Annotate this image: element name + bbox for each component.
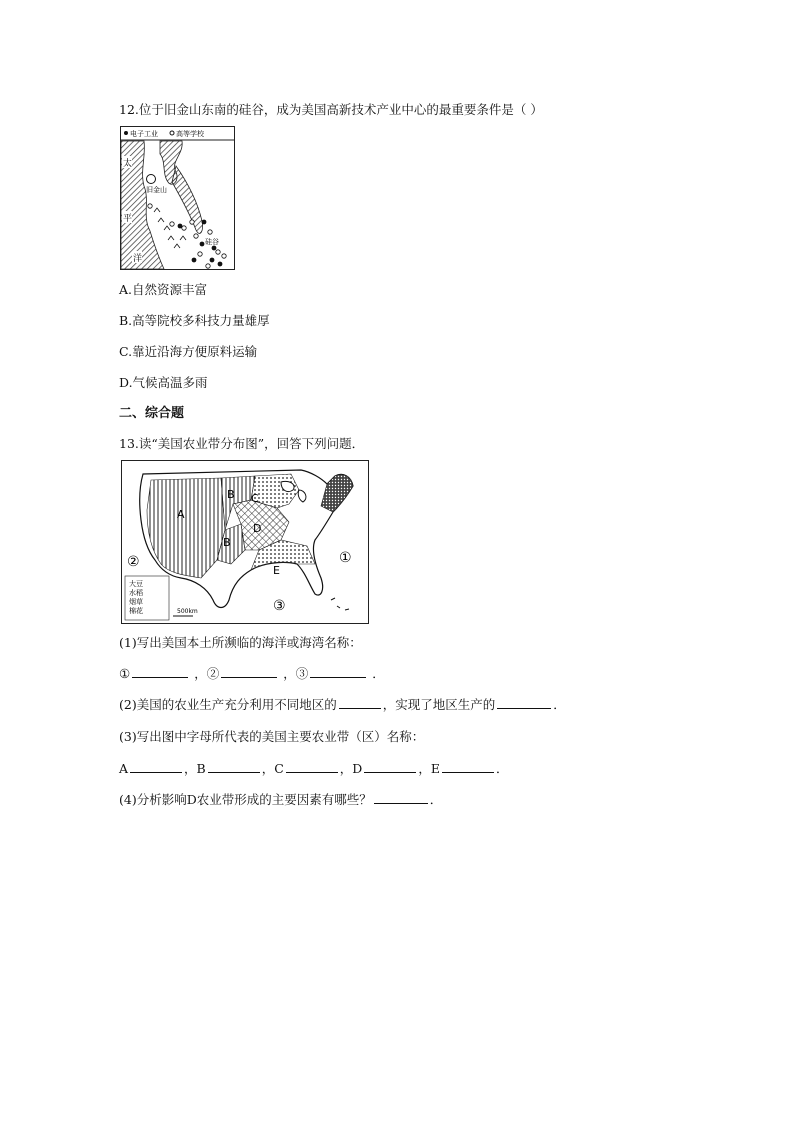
num-2: ② bbox=[127, 554, 140, 570]
letter-e: E bbox=[273, 564, 280, 577]
q13-part1-blanks bbox=[119, 665, 385, 682]
q12-option-c: C.靠近沿海方便原料运输 bbox=[119, 344, 258, 359]
legend-tobacco: 烟草 bbox=[129, 598, 143, 606]
label-ping: 平 bbox=[123, 214, 133, 224]
answer-blank-3[interactable] bbox=[310, 665, 366, 678]
p2-text-b: ，实现了地区生产的 bbox=[382, 697, 496, 712]
usa-agriculture-map bbox=[121, 460, 369, 624]
label-tai: 太 bbox=[123, 159, 133, 169]
san-francisco-marker bbox=[147, 175, 156, 184]
silicon-valley-map bbox=[120, 126, 235, 270]
p1-label-3: ，③ bbox=[283, 666, 309, 681]
q13-part3-blanks bbox=[119, 760, 508, 777]
p1-end: ． bbox=[372, 666, 385, 681]
q12-stem: 12.位于旧金山东南的硅谷，成为美国高新技术产业中心的最重要条件是（ ） bbox=[119, 102, 543, 117]
p3-label-a: A bbox=[119, 761, 129, 776]
legend-soybean: 大豆 bbox=[129, 580, 143, 588]
p3-label-b: ，B bbox=[184, 761, 206, 776]
answer-blank-d[interactable] bbox=[364, 760, 416, 773]
answer-blank-p2-2[interactable] bbox=[497, 696, 551, 709]
letter-c: C bbox=[251, 492, 259, 505]
answer-blank-1[interactable] bbox=[132, 665, 188, 678]
p4-end: ． bbox=[429, 792, 443, 807]
p3-end: ． bbox=[495, 761, 509, 776]
letter-a: A bbox=[177, 508, 185, 521]
answer-blank-2[interactable] bbox=[221, 665, 277, 678]
section-title: 二、综合题 bbox=[119, 406, 185, 421]
answer-blank-e[interactable] bbox=[442, 760, 494, 773]
q13-stem: 13.读“美国农业带分布图”，回答下列问题． bbox=[119, 436, 365, 451]
answer-blank-a[interactable] bbox=[130, 760, 182, 773]
label-yang: 洋 bbox=[133, 254, 143, 264]
legend-cotton: 棉花 bbox=[129, 607, 143, 615]
q13-part3: (3)写出图中字母所代表的美国主要农业带（区）名称： bbox=[119, 729, 425, 744]
p2-text-a: (2)美国的农业生产充分利用不同地区的 bbox=[119, 697, 337, 712]
label-siliconvalley: 硅谷 bbox=[205, 238, 219, 246]
p3-label-d: ，D bbox=[339, 761, 363, 776]
answer-blank-p4[interactable] bbox=[374, 791, 428, 804]
num-3: ③ bbox=[273, 598, 286, 614]
letter-b-north: B bbox=[227, 488, 235, 501]
p4-text: (4)分析影响D农业带形成的主要因素有哪些？ bbox=[119, 792, 372, 807]
q13-part2 bbox=[119, 696, 566, 713]
q13-part4 bbox=[119, 791, 442, 808]
legend-rice: 水稻 bbox=[129, 589, 143, 597]
q12-option-d: D.气候高温多雨 bbox=[119, 375, 208, 390]
p2-end: ． bbox=[553, 697, 566, 712]
q12-option-b: B.高等院校多科技力量雄厚 bbox=[119, 313, 270, 328]
label-sf: 旧金山 bbox=[146, 186, 167, 194]
p3-label-e: ，E bbox=[418, 761, 440, 776]
legend-university: 高等学校 bbox=[176, 130, 204, 138]
scale-label: 500km bbox=[177, 608, 198, 615]
legend-electronics: 电子工业 bbox=[130, 130, 158, 138]
electronics-legend-icon bbox=[124, 131, 128, 135]
letter-d: D bbox=[253, 522, 262, 535]
university-legend-icon bbox=[170, 131, 174, 135]
p3-label-c: ，C bbox=[261, 761, 284, 776]
num-1: ① bbox=[339, 550, 352, 566]
answer-blank-p2-1[interactable] bbox=[339, 696, 381, 709]
answer-blank-b[interactable] bbox=[208, 760, 260, 773]
p1-label-1: ① bbox=[119, 666, 131, 681]
q12-option-a: A.自然资源丰富 bbox=[119, 282, 208, 297]
answer-blank-c[interactable] bbox=[286, 760, 338, 773]
q13-part1: (1)写出美国本土所濒临的海洋或海湾名称： bbox=[119, 635, 362, 650]
p1-label-2: ，② bbox=[194, 666, 220, 681]
letter-b-south: B bbox=[223, 536, 231, 549]
